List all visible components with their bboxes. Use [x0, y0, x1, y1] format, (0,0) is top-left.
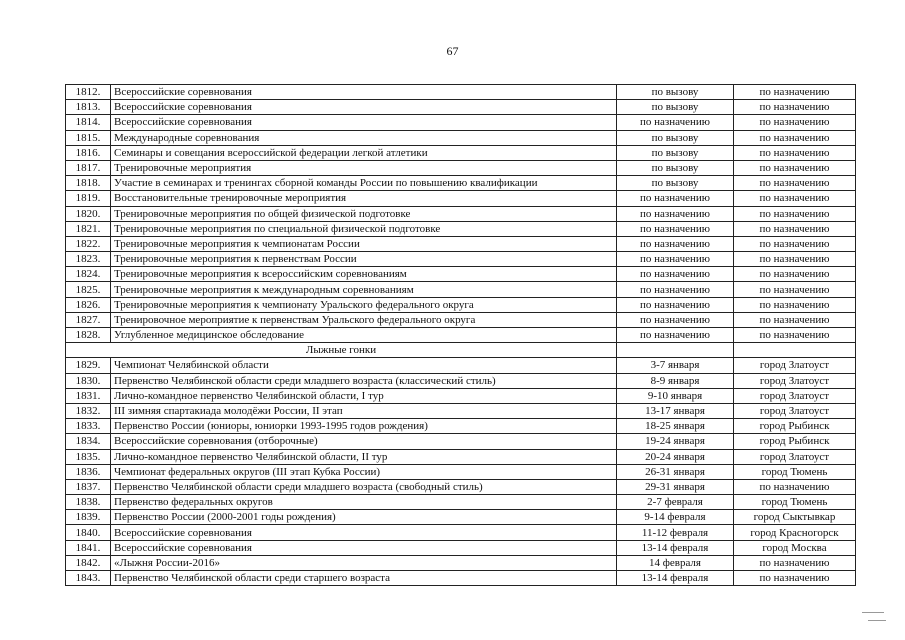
table-row — [66, 236, 856, 251]
event-date-cell: по назначению — [617, 221, 734, 236]
row-number-cell: 1833. — [66, 419, 111, 434]
row-number-cell: 1818. — [66, 176, 111, 191]
event-place-cell: город Красногорск — [734, 525, 856, 540]
event-date-cell: 13-17 января — [617, 403, 734, 418]
table-row — [66, 100, 856, 115]
events-table-body — [66, 85, 856, 586]
event-place-cell: город Тюмень — [734, 495, 856, 510]
event-name-cell: Международные соревнования — [111, 130, 617, 145]
event-name-cell: Первенство Челябинской области среди старшего возраста — [111, 571, 617, 586]
event-date-cell: по назначению — [617, 328, 734, 343]
event-date-cell: 9-14 февраля — [617, 510, 734, 525]
event-name-cell: Первенство России (2000-2001 годы рождения) — [111, 510, 617, 525]
table-row — [66, 571, 856, 586]
event-place-cell: по назначению — [734, 282, 856, 297]
empty-cell — [734, 343, 856, 358]
event-place-cell: город Златоуст — [734, 449, 856, 464]
row-number-cell: 1827. — [66, 312, 111, 327]
event-name-cell: Тренировочные мероприятия к чемпионатам России — [111, 236, 617, 251]
event-place-cell: по назначению — [734, 297, 856, 312]
event-date-cell: по вызову — [617, 130, 734, 145]
event-name-cell: Лично-командное первенство Челябинской области, II тур — [111, 449, 617, 464]
event-date-cell: по вызову — [617, 100, 734, 115]
row-number-cell: 1825. — [66, 282, 111, 297]
event-name-cell: Всероссийские соревнования — [111, 525, 617, 540]
event-name-cell: Первенство Челябинской области среди младшего возраста (свободный стиль) — [111, 479, 617, 494]
event-name-cell: Тренировочные мероприятия к всероссийским соревнованиям — [111, 267, 617, 282]
event-place-cell: город Златоуст — [734, 373, 856, 388]
row-number-cell: 1815. — [66, 130, 111, 145]
table-row — [66, 388, 856, 403]
event-date-cell: по назначению — [617, 312, 734, 327]
event-date-cell: по вызову — [617, 85, 734, 100]
event-name-cell: Тренировочные мероприятия к чемпионату Уральского федерального округа — [111, 297, 617, 312]
row-number-cell: 1839. — [66, 510, 111, 525]
event-place-cell: город Рыбинск — [734, 419, 856, 434]
row-number-cell: 1834. — [66, 434, 111, 449]
row-number-cell: 1821. — [66, 221, 111, 236]
event-date-cell: по вызову — [617, 160, 734, 175]
event-name-cell: Тренировочные мероприятия к первенствам России — [111, 252, 617, 267]
event-date-cell: по назначению — [617, 206, 734, 221]
row-number-cell: 1841. — [66, 540, 111, 555]
row-number-cell: 1835. — [66, 449, 111, 464]
table-row — [66, 434, 856, 449]
event-date-cell: по назначению — [617, 191, 734, 206]
table-row — [66, 130, 856, 145]
row-number-cell: 1828. — [66, 328, 111, 343]
table-row — [66, 297, 856, 312]
event-place-cell: город Златоуст — [734, 358, 856, 373]
row-number-cell: 1817. — [66, 160, 111, 175]
row-number-cell: 1831. — [66, 388, 111, 403]
row-number-cell: 1813. — [66, 100, 111, 115]
event-date-cell: по назначению — [617, 267, 734, 282]
event-place-cell: по назначению — [734, 160, 856, 175]
event-date-cell: по назначению — [617, 252, 734, 267]
event-date-cell: 18-25 января — [617, 419, 734, 434]
table-row — [66, 160, 856, 175]
event-name-cell: III зимняя спартакиада молодёжи России, II этап — [111, 403, 617, 418]
row-number-cell: 1832. — [66, 403, 111, 418]
scan-edge-marks — [858, 608, 888, 628]
event-place-cell: по назначению — [734, 191, 856, 206]
event-date-cell: по вызову — [617, 145, 734, 160]
event-date-cell: по вызову — [617, 176, 734, 191]
event-place-cell: город Златоуст — [734, 403, 856, 418]
table-row — [66, 373, 856, 388]
row-number-cell: 1829. — [66, 358, 111, 373]
empty-cell — [617, 343, 734, 358]
event-name-cell: Всероссийские соревнования (отборочные) — [111, 434, 617, 449]
event-date-cell: по назначению — [617, 115, 734, 130]
row-number-cell: 1837. — [66, 479, 111, 494]
event-date-cell: 8-9 января — [617, 373, 734, 388]
row-number-cell: 1840. — [66, 525, 111, 540]
event-place-cell: город Златоуст — [734, 388, 856, 403]
event-place-cell: по назначению — [734, 328, 856, 343]
event-place-cell: город Сыктывкар — [734, 510, 856, 525]
section-title: Лыжные гонки — [66, 343, 617, 358]
table-row — [66, 403, 856, 418]
event-place-cell: по назначению — [734, 115, 856, 130]
page-number: 67 — [446, 44, 459, 58]
table-row — [66, 267, 856, 282]
table-row — [66, 191, 856, 206]
event-date-cell: 26-31 января — [617, 464, 734, 479]
event-name-cell: Всероссийские соревнования — [111, 100, 617, 115]
table-row — [66, 115, 856, 130]
event-date-cell: по назначению — [617, 297, 734, 312]
event-date-cell: 9-10 января — [617, 388, 734, 403]
event-place-cell: по назначению — [734, 206, 856, 221]
event-date-cell: 29-31 января — [617, 479, 734, 494]
event-name-cell: Чемпионат федеральных округов (III этап Кубка России) — [111, 464, 617, 479]
event-name-cell: Тренировочное мероприятие к первенствам Уральского федерального округа — [111, 312, 617, 327]
event-name-cell: Тренировочные мероприятия к международным соревнованиям — [111, 282, 617, 297]
event-name-cell: Восстановительные тренировочные мероприятия — [111, 191, 617, 206]
event-name-cell: Тренировочные мероприятия по специальной физической подготовке — [111, 221, 617, 236]
table-row — [66, 85, 856, 100]
table-row — [66, 479, 856, 494]
event-place-cell: по назначению — [734, 100, 856, 115]
event-name-cell: Всероссийские соревнования — [111, 85, 617, 100]
row-number-cell: 1824. — [66, 267, 111, 282]
row-number-cell: 1820. — [66, 206, 111, 221]
table-row — [66, 495, 856, 510]
event-date-cell: 2-7 февраля — [617, 495, 734, 510]
row-number-cell: 1823. — [66, 252, 111, 267]
event-name-cell: Лично-командное первенство Челябинской области, I тур — [111, 388, 617, 403]
table-row — [66, 206, 856, 221]
event-name-cell: Семинары и совещания всероссийской федерации легкой атлетики — [111, 145, 617, 160]
table-row — [66, 312, 856, 327]
row-number-cell: 1836. — [66, 464, 111, 479]
row-number-cell: 1830. — [66, 373, 111, 388]
event-name-cell: Первенство Челябинской области среди младшего возраста (классический стиль) — [111, 373, 617, 388]
event-date-cell: по назначению — [617, 236, 734, 251]
event-name-cell: Первенство федеральных округов — [111, 495, 617, 510]
table-row — [66, 525, 856, 540]
table-row — [66, 449, 856, 464]
table-row — [66, 221, 856, 236]
table-row — [66, 540, 856, 555]
event-date-cell: 11-12 февраля — [617, 525, 734, 540]
table-row — [66, 176, 856, 191]
event-place-cell: по назначению — [734, 252, 856, 267]
event-place-cell: по назначению — [734, 267, 856, 282]
table-row — [66, 328, 856, 343]
table-row — [66, 419, 856, 434]
event-date-cell: 19-24 января — [617, 434, 734, 449]
event-date-cell: по назначению — [617, 282, 734, 297]
row-number-cell: 1819. — [66, 191, 111, 206]
event-date-cell: 3-7 января — [617, 358, 734, 373]
table-row — [66, 282, 856, 297]
table-row — [66, 555, 856, 570]
event-place-cell: по назначению — [734, 571, 856, 586]
row-number-cell: 1812. — [66, 85, 111, 100]
event-name-cell: Участие в семинарах и тренингах сборной команды России по повышению квалификации — [111, 176, 617, 191]
table-row — [66, 358, 856, 373]
event-name-cell: Всероссийские соревнования — [111, 115, 617, 130]
event-place-cell: по назначению — [734, 555, 856, 570]
event-place-cell: по назначению — [734, 312, 856, 327]
event-name-cell: Чемпионат Челябинской области — [111, 358, 617, 373]
events-table — [65, 84, 856, 586]
row-number-cell: 1838. — [66, 495, 111, 510]
table-row — [66, 145, 856, 160]
event-name-cell: Всероссийские соревнования — [111, 540, 617, 555]
event-place-cell: город Рыбинск — [734, 434, 856, 449]
event-place-cell: город Тюмень — [734, 464, 856, 479]
row-number-cell: 1843. — [66, 571, 111, 586]
event-place-cell: по назначению — [734, 479, 856, 494]
event-place-cell: город Москва — [734, 540, 856, 555]
event-name-cell: Тренировочные мероприятия — [111, 160, 617, 175]
table-row — [66, 510, 856, 525]
row-number-cell: 1826. — [66, 297, 111, 312]
table-row — [66, 464, 856, 479]
row-number-cell: 1816. — [66, 145, 111, 160]
event-name-cell: «Лыжня России-2016» — [111, 555, 617, 570]
event-date-cell: 13-14 февраля — [617, 540, 734, 555]
event-name-cell: Углубленное медицинское обследование — [111, 328, 617, 343]
event-place-cell: по назначению — [734, 221, 856, 236]
row-number-cell: 1842. — [66, 555, 111, 570]
section-header-row — [66, 343, 856, 358]
event-place-cell: по назначению — [734, 130, 856, 145]
event-place-cell: по назначению — [734, 176, 856, 191]
event-date-cell: 13-14 февраля — [617, 571, 734, 586]
event-name-cell: Первенство России (юниоры, юниорки 1993-1995 годов рождения) — [111, 419, 617, 434]
event-name-cell: Тренировочные мероприятия по общей физической подготовке — [111, 206, 617, 221]
event-place-cell: по назначению — [734, 236, 856, 251]
event-place-cell: по назначению — [734, 145, 856, 160]
row-number-cell: 1822. — [66, 236, 111, 251]
event-place-cell: по назначению — [734, 85, 856, 100]
table-row — [66, 252, 856, 267]
event-date-cell: 14 февраля — [617, 555, 734, 570]
event-date-cell: 20-24 января — [617, 449, 734, 464]
row-number-cell: 1814. — [66, 115, 111, 130]
